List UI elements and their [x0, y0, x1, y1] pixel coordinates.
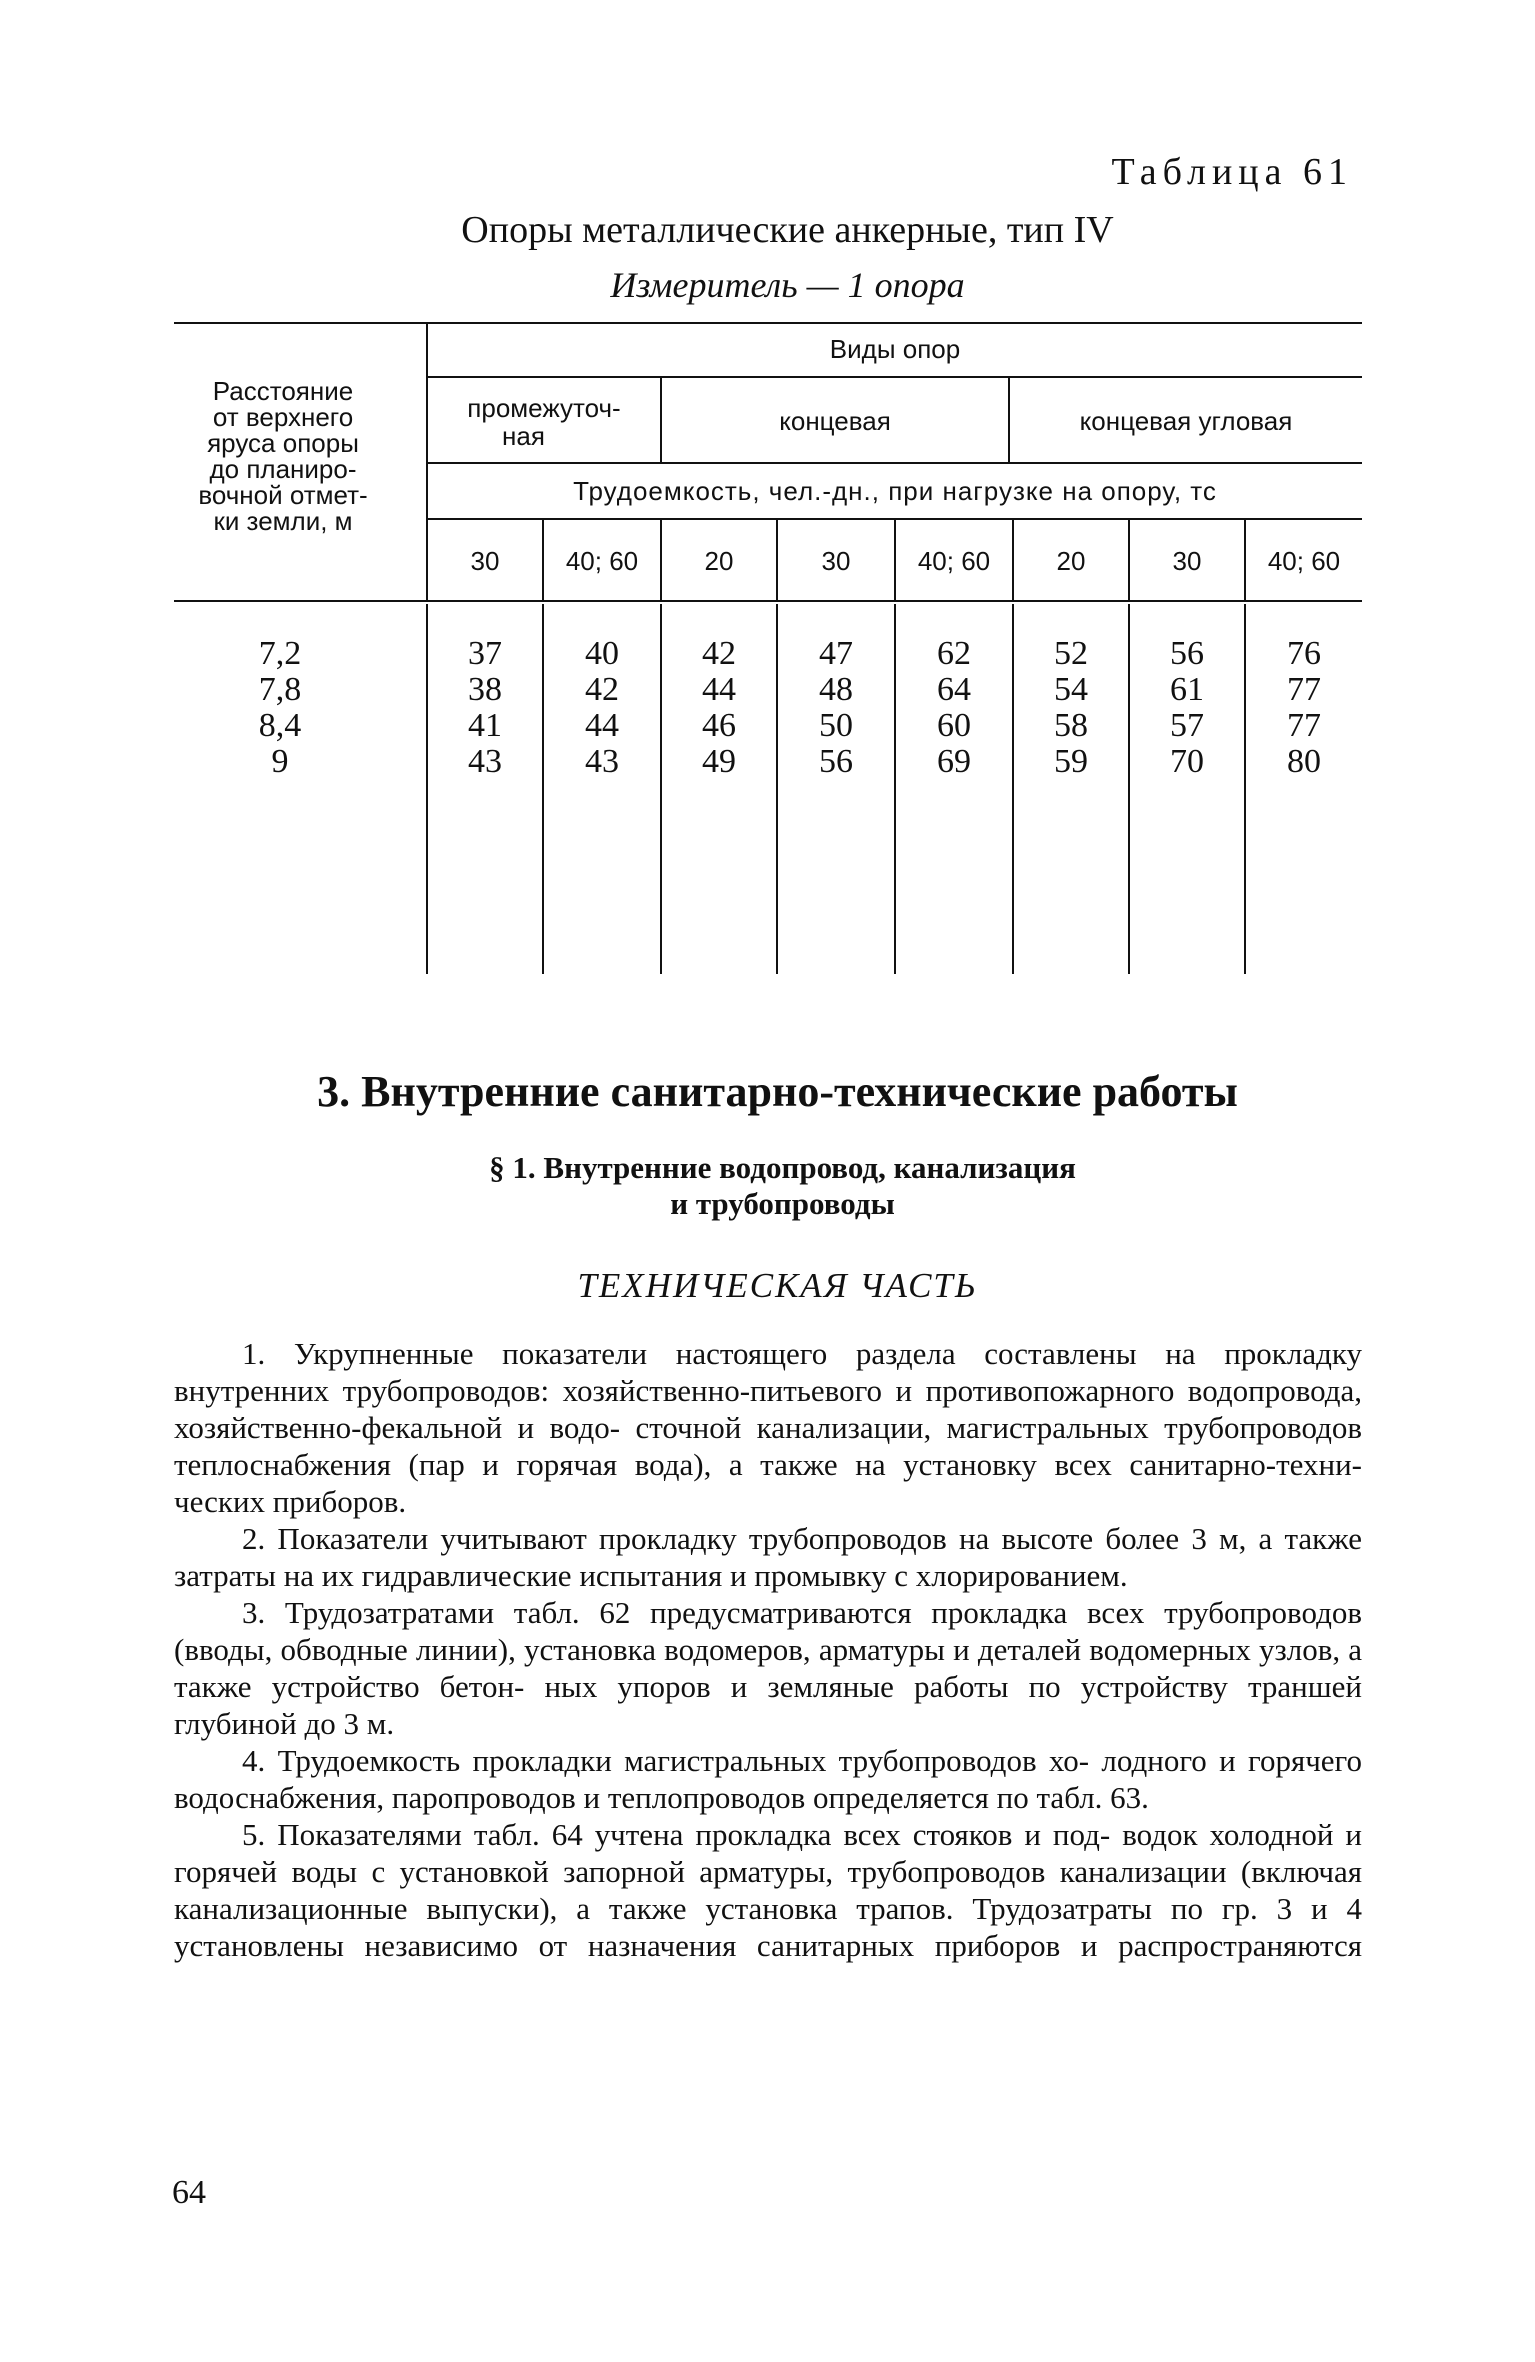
- load-header: 40; 60: [1267, 546, 1341, 576]
- row-header-line: яруса опоры: [207, 428, 359, 458]
- labor-header: Трудоемкость, чел.-дн., при нагрузке на опору, тс: [573, 476, 1217, 506]
- type-intermediate-line: промежуточ-: [467, 393, 621, 423]
- table-cell: 47: [819, 635, 853, 672]
- table-title: Опоры металлические анкерные, тип IV: [461, 209, 1114, 251]
- row-header-line: ки земли, м: [213, 506, 353, 536]
- table-cell: 59: [1054, 743, 1088, 780]
- section-title: 3. Внутренние санитарно-технические работы: [317, 1067, 1238, 1116]
- load-header: 30: [1172, 546, 1202, 576]
- row-header-line: от верхнего: [212, 402, 354, 432]
- table-cell: 77: [1287, 707, 1321, 744]
- table-cell: 77: [1287, 671, 1321, 708]
- row-header-line: вочной отмет-: [198, 480, 368, 510]
- type-intermediate: [428, 394, 660, 450]
- text-line: 2. Показатели учитывают прокладку трубопроводов на высоте: [242, 1521, 1094, 1556]
- text-line: ных упоров и земляные работы по устройству траншей глубиной до: [174, 1669, 1362, 1741]
- value-column: [1014, 636, 1128, 780]
- table-cell: 46: [702, 707, 736, 744]
- text-line: всех трубопроводов (вводы, обводные линии), установка водомеров,: [174, 1595, 1362, 1667]
- table-cell: 54: [1054, 671, 1088, 708]
- text-line: 3 м.: [343, 1706, 395, 1741]
- load-header: 30: [470, 546, 500, 576]
- header-bottom-rule: [174, 600, 1362, 602]
- table-cell: 50: [819, 707, 853, 744]
- table-cell: 52: [1054, 635, 1088, 672]
- load-header: 20: [704, 546, 734, 576]
- distance-value: 7,2: [258, 635, 302, 672]
- subsection-title-line: и трубопроводы: [670, 1186, 895, 1221]
- table-cell: 58: [1054, 707, 1088, 744]
- value-column: [778, 636, 894, 780]
- distance-column: [230, 636, 330, 780]
- table-cell: 57: [1170, 707, 1204, 744]
- value-column: [896, 636, 1012, 780]
- value-column: [1246, 636, 1362, 780]
- header-rule-1: [428, 376, 1362, 378]
- value-column: [428, 636, 542, 780]
- text-line: прокладку внутренних трубопроводов: хозяйственно-питьевого и: [174, 1336, 1362, 1408]
- table-cell: 61: [1170, 671, 1204, 708]
- load-header: 40; 60: [917, 546, 991, 576]
- table-cell: 43: [585, 743, 619, 780]
- paragraph: [174, 1816, 1362, 1964]
- text-line: водок холодной и горячей воды с установкой запорной арматуры,: [174, 1817, 1362, 1889]
- table-top-rule: [174, 322, 1362, 324]
- text-line: 4. Трудоемкость прокладки магистральных трубопроводов хо-: [242, 1743, 1090, 1778]
- value-column: [1130, 636, 1244, 780]
- text-line: 3. Трудозатратами табл. 62 предусматриваются прокладка: [242, 1595, 1068, 1630]
- text-line: лодного и горячего водоснабжения, паропроводов и теплопроводов: [174, 1743, 1363, 1815]
- table-cell: 44: [585, 707, 619, 744]
- page-number: 64: [172, 2174, 206, 2211]
- group-header: Виды опор: [829, 334, 961, 364]
- text-line: промывку с хлорированием.: [754, 1558, 1128, 1593]
- table-cell: 42: [585, 671, 619, 708]
- table-cell: 37: [468, 635, 502, 672]
- table-cell: 62: [937, 635, 971, 672]
- table-cell: 42: [702, 635, 736, 672]
- text-line: (пар и горячая вода), а также на установку всех санитарно-техни-: [408, 1447, 1362, 1482]
- load-header: 20: [1056, 546, 1086, 576]
- type-end-corner: концевая угловая: [1079, 406, 1293, 436]
- text-line: арматуры и деталей водомерных узлов, а также устройство бетон-: [174, 1632, 1362, 1704]
- text-line: 5. Показателями табл. 64 учтена прокладка всех стояков и под-: [242, 1817, 1111, 1852]
- text-line: независимо от назначения санитарных приборов и распространяются: [364, 1928, 1362, 1963]
- text-line: определяется по табл. 63.: [813, 1780, 1149, 1815]
- text-line: трубопроводов канализации (включая канализационные выпуски),: [174, 1854, 1362, 1926]
- text-line: противопожарного водопровода, хозяйственно-фекальной и водо-: [174, 1373, 1363, 1445]
- table-cell: 48: [819, 671, 853, 708]
- table-cell: 43: [468, 743, 502, 780]
- table-cell: 70: [1170, 743, 1204, 780]
- text-line: более 3 м, а также затраты на их гидравлические испытания и: [174, 1521, 1363, 1593]
- text-line: а также установка трапов. Трудозатраты по гр. 3 и 4 установлены: [174, 1891, 1363, 1963]
- type-intermediate-line: ная: [502, 421, 545, 451]
- text-line: сточной канализации, магистральных трубопроводов теплоснабжения: [174, 1410, 1362, 1482]
- distance-value: 7,8: [258, 671, 302, 708]
- table-cell: 44: [702, 671, 736, 708]
- value-column: [544, 636, 660, 780]
- table-cell: 38: [468, 671, 502, 708]
- load-header: 40; 60: [565, 546, 639, 576]
- table-number: Таблица 61: [1111, 151, 1353, 193]
- table-cell: 41: [468, 707, 502, 744]
- text-line: ческих приборов.: [174, 1484, 407, 1519]
- table-cell: 76: [1287, 635, 1321, 672]
- table-cell: 69: [937, 743, 971, 780]
- header-rule-2: [428, 462, 1362, 464]
- table-cell: 40: [585, 635, 619, 672]
- body-text: [174, 1335, 1362, 1964]
- row-header: [178, 378, 388, 534]
- load-header: 30: [821, 546, 851, 576]
- table-cell: 60: [937, 707, 971, 744]
- distance-value: 8,4: [258, 707, 302, 744]
- text-line: 1. Укрупненные показатели настоящего раздела составлены на: [242, 1336, 1196, 1371]
- table-cell: 64: [937, 671, 971, 708]
- type-end: концевая: [779, 406, 891, 436]
- table-cell: 80: [1287, 743, 1321, 780]
- paragraph: [174, 1335, 1362, 1520]
- technical-part-heading: ТЕХНИЧЕСКАЯ ЧАСТЬ: [577, 1266, 978, 1305]
- row-header-line: Расстояние: [212, 376, 354, 406]
- subsection-title-line: § 1. Внутренние водопровод, канализация: [489, 1150, 1076, 1185]
- paragraph: [174, 1594, 1362, 1742]
- table-cell: 56: [1170, 635, 1204, 672]
- subsection-title: [0, 1150, 1535, 1222]
- row-header-line: до планиро-: [209, 454, 357, 484]
- paragraph: [174, 1742, 1362, 1816]
- paragraph: [174, 1520, 1362, 1594]
- value-column: [662, 636, 776, 780]
- table-cell: 49: [702, 743, 736, 780]
- distance-value: 9: [271, 743, 289, 780]
- table-cell: 56: [819, 743, 853, 780]
- table-unit: Измеритель — 1 опора: [610, 265, 965, 305]
